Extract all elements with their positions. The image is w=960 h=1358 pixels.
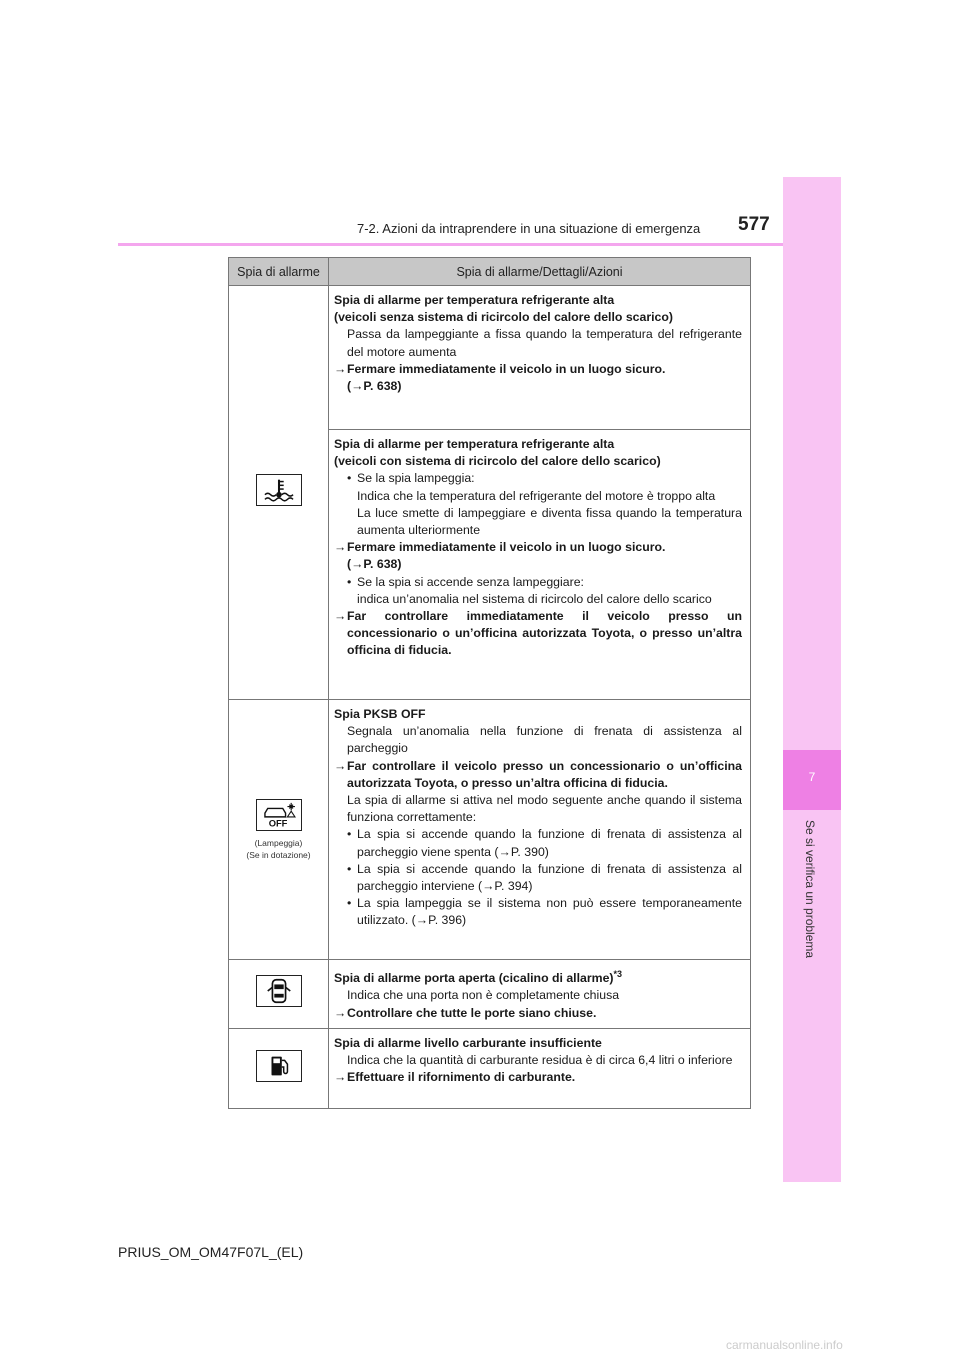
arrow-right-icon: → <box>334 361 347 376</box>
svg-text:OFF: OFF <box>268 818 287 829</box>
header-details: Spia di allarme/Dettagli/Azioni <box>329 258 751 286</box>
bullet-text: Indica che la temperatura del refrigerante del motore è troppo alta <box>357 488 716 503</box>
coolant-description: Passa da lampeggiante a fissa quando la temperatura del refrigerante del motore aumenta <box>347 327 742 359</box>
door-open-action: →Controllare che tutte le porte siano chiuse. <box>334 1005 742 1022</box>
arrow-right-icon: → <box>334 1070 347 1085</box>
fuel-pump-icon <box>256 1050 302 1082</box>
door-open-icon <box>256 975 302 1007</box>
icon-cell <box>229 960 329 1029</box>
arrow-right-icon: → <box>334 609 347 624</box>
door-open-title: Spia di allarme porta aperta (cicalino di allarme)$^{*3}$ <box>334 969 623 986</box>
icon-cell <box>229 286 329 700</box>
table-row <box>229 700 751 960</box>
chapter-label: Se si verifica un problema <box>803 820 817 959</box>
page-reference[interactable]: P. 394) <box>494 879 533 894</box>
section-title: 7-2. Azioni da intraprendere in una situazione di emergenza <box>357 221 701 236</box>
bullet-text: La luce smette di lampeggiare e diventa fissa quando la temperatura aumenta ulteriormente <box>357 505 742 538</box>
table-row <box>229 1028 751 1108</box>
chapter-number: 7 <box>808 770 816 784</box>
pksb-description-2: La spia di allarme si attiva nel modo seguente anche quando il sistema funziona correttamente: <box>347 793 742 825</box>
coolant-title: Spia di allarme per temperatura refrigerante alta <box>334 437 615 451</box>
arrow-right-icon: → <box>334 1005 347 1020</box>
pksb-description: Segnala un’anomalia nella funzione di frenata di assistenza al parcheggio <box>347 724 742 756</box>
pksb-cell <box>329 700 751 960</box>
arrow-right-icon: → <box>334 540 347 555</box>
coolant-action: →Far controllare immediatamente il veicolo presso un concessionario o un’officina autorizzata Toyota, o presso un’altra officina di fiducia. <box>334 609 742 658</box>
coolant-variant: (veicoli con sistema di ricircolo del calore dello scarico) <box>334 454 661 469</box>
bullet-item: • La spia si accende quando la funzione di frenata di assistenza al parcheggio viene spenta (→P. 390) <box>347 827 742 859</box>
door-open-description: Indica che una porta non è completamente chiusa <box>347 988 620 1003</box>
table-row <box>229 960 751 1029</box>
pksb-off-icon <box>256 799 302 831</box>
pksb-title: Spia PKSB OFF <box>334 707 426 721</box>
if-equipped-note: (Se in dotazione) <box>246 850 311 860</box>
document-code: PRIUS_OM_OM47F07L_(EL) <box>118 1244 304 1260</box>
header-warning-light: Spia di allarme <box>229 258 329 286</box>
bullet-item: • Se la spia lampeggia: <box>347 471 475 486</box>
header-rule <box>118 243 783 246</box>
coolant-action: →Fermare immediatamente il veicolo in un luogo sicuro. <box>334 361 742 378</box>
warning-lights-table <box>228 257 751 1109</box>
page-reference[interactable]: (→P. 638) <box>347 379 402 394</box>
chapter-side-tab[interactable] <box>783 177 841 1182</box>
fuel-title: Spia di allarme livello carburante insufficiente <box>334 1035 602 1050</box>
coolant-variant: (veicoli senza sistema di ricircolo del calore dello scarico) <box>334 310 673 325</box>
page-number: 577 <box>738 214 770 235</box>
bullet-item: • La spia lampeggia se il sistema non può essere temporaneamente utilizzato. (→P. 396) <box>347 896 742 928</box>
page-reference[interactable]: P. 396) <box>428 913 467 928</box>
coolant-no-recirc-cell <box>329 286 751 430</box>
blinking-note: (Lampeggia) <box>254 838 303 848</box>
page-reference[interactable]: (→P. 638) <box>347 557 402 572</box>
coolant-action: →Fermare immediatamente il veicolo in un luogo sicuro. <box>334 539 742 556</box>
coolant-title: Spia di allarme per temperatura refrigerante alta <box>334 293 615 307</box>
arrow-right-icon: → <box>334 758 347 773</box>
coolant-temperature-icon <box>256 474 302 506</box>
fuel-action: →Effettuare il rifornimento di carburante. <box>334 1069 742 1086</box>
page-reference[interactable]: P. 390) <box>510 844 549 859</box>
table-row <box>229 286 751 430</box>
table-header-row <box>229 258 751 286</box>
coolant-recirc-cell <box>329 430 751 700</box>
fuel-cell <box>329 1028 751 1108</box>
bullet-text: indica un’anomalia nel sistema di ricircolo del calore dello scarico <box>357 591 712 606</box>
bullet-item: • Se la spia si accende senza lampeggiare: <box>347 574 584 589</box>
chapter-number-block <box>783 750 841 810</box>
footnote-mark: *3 <box>613 969 623 979</box>
door-open-cell <box>329 960 751 1029</box>
watermark: carmanualsonline.info <box>726 1338 843 1352</box>
fuel-description: Indica che la quantità di carburante residua è di circa 6,4 litri o inferiore <box>347 1052 733 1067</box>
bullet-item: • La spia si accende quando la funzione di frenata di assistenza al parcheggio interviene (→P. 394) <box>347 861 742 894</box>
icon-cell <box>229 1028 329 1108</box>
pksb-action: →Far controllare il veicolo presso un concessionario o un’officina autorizzata Toyota, o presso un’altra officina di fiducia. <box>334 758 742 790</box>
icon-cell <box>229 700 329 960</box>
